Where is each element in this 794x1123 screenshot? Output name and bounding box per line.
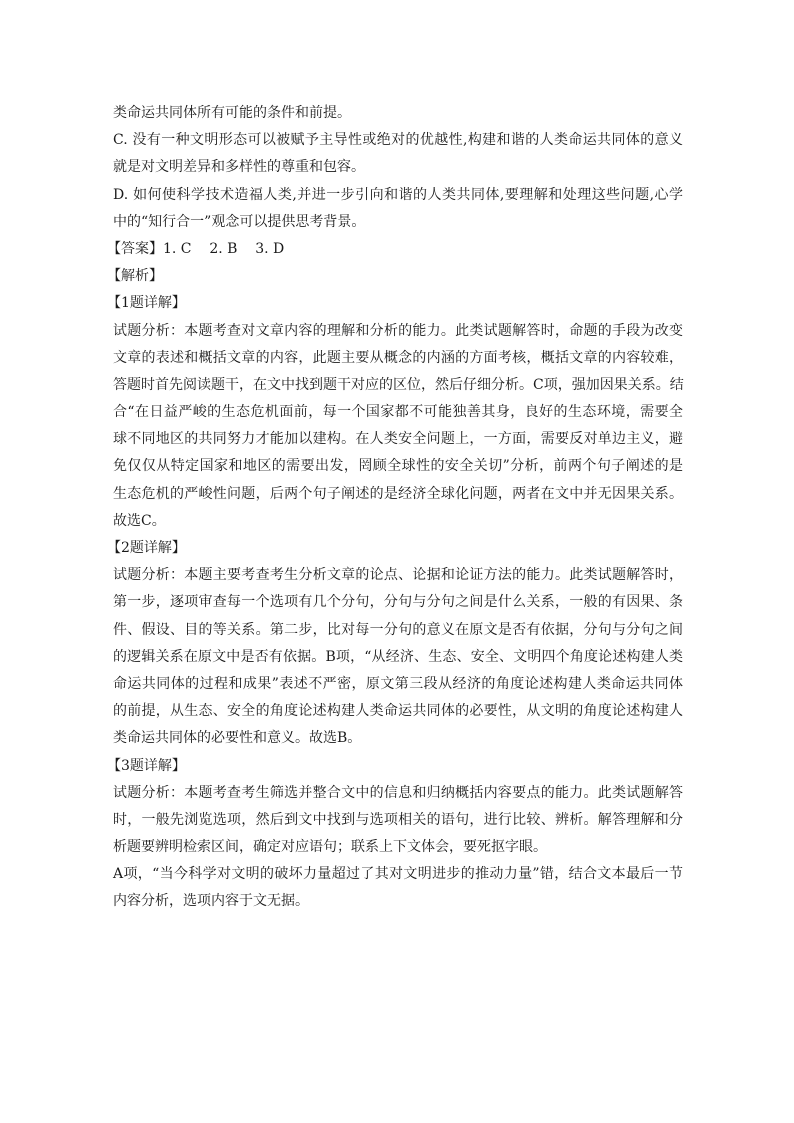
- text-line: 就是对文明差异和多样性的尊重和包容。: [113, 159, 365, 176]
- question-3-heading: 【3题详解】: [107, 757, 186, 774]
- text-line: 球不同地区的共同努力才能加以建构。在人类安全问题上，一方面，需要反对单边主义，避: [113, 431, 683, 448]
- text-line: 故选C。: [113, 512, 166, 529]
- text-line: 文章的表述和概括文章的内容，此题主要从概念的内涵的方面考核，概括文章的内容较难，: [113, 349, 683, 366]
- text-line: 合“在日益严峻的生态危机面前，每一个国家都不可能独善其身，良好的生态环境，需要全: [113, 404, 683, 421]
- analysis-heading: 【解析】: [107, 268, 163, 285]
- text-line: 命运共同体的过程和成果”表述不严密，原文第三段从经济的角度论述构建人类命运共同体: [113, 675, 683, 692]
- answer-line: 【答案】1. C 2. B 3. D: [107, 240, 285, 257]
- text-line: 生态危机的严峻性问题，后两个句子阐述的是经济全球化问题，两者在文中并无因果关系。: [113, 485, 683, 502]
- text-line: 时，一般先浏览选项，然后到文中找到与选项相关的语句，进行比较、辨析。解答理解和分: [113, 811, 683, 828]
- text-line: 类命运共同体的必要性和意义。故选B。: [113, 730, 362, 747]
- question-2-heading: 【2题详解】: [107, 540, 186, 556]
- text-line: 析题要辨明检索区间，确定对应语句；联系上下文体会，要死抠字眼。: [113, 839, 547, 856]
- text-line: 试题分析：本题主要考查考生分析文章的论点、论据和论证方法的能力。此类试题解答时，: [113, 567, 683, 584]
- question-1-heading: 【1题详解】: [107, 295, 186, 312]
- text-line: 件、假设、目的等关系。第二步，比对每一分句的意义在原文是否有依据，分句与分句之间: [113, 621, 683, 638]
- text-line: 内容分析，选项内容于文无据。: [113, 893, 309, 910]
- document-page: [107, 100, 684, 916]
- text-line: 中的“知行合一”观念可以提供思考背景。: [113, 213, 366, 230]
- option-d-line: D. 如何使科学技术造福人类,并进一步引向和谐的人类共同体,要理解和处理这些问题,心学: [113, 186, 683, 203]
- text-line: 免仅仅从特定国家和地区的需要出发，罔顾全球性的安全关切”分析，前两个句子阐述的是: [113, 458, 683, 475]
- text-line: 的逻辑关系在原文中是否有依据。B项，“从经济、生态、安全、文明四个角度论述构建人类: [113, 648, 683, 665]
- text-line: 试题分析：本题考查考生筛选并整合文中的信息和归纳概括内容要点的能力。此类试题解答: [113, 784, 683, 801]
- text-line: 答题时首先阅读题干，在文中找到题干对应的区位，然后仔细分析。C项，强加因果关系。结: [113, 376, 684, 393]
- option-a-line: A项，“当今科学对文明的破坏力量超过了其对文明进步的推动力量”错，结合文本最后一节: [113, 866, 683, 883]
- text-line: 的前提，从生态、安全的角度论述构建人类命运共同体的必要性，从文明的角度论述构建人: [113, 703, 683, 720]
- text-line: 类命运共同体所有可能的条件和前提。: [113, 105, 351, 121]
- option-c-line: C. 没有一种文明形态可以被赋予主导性或绝对的优越性,构建和谐的人类命运共同体的意义: [113, 132, 683, 149]
- text-line: 试题分析：本题考查对文章内容的理解和分析的能力。此类试题解答时，命题的手段为改变: [113, 322, 683, 339]
- text-line: 第一步，逐项审查每一个选项有几个分句，分句与分句之间是什么关系，一般的有因果、条: [113, 594, 683, 611]
